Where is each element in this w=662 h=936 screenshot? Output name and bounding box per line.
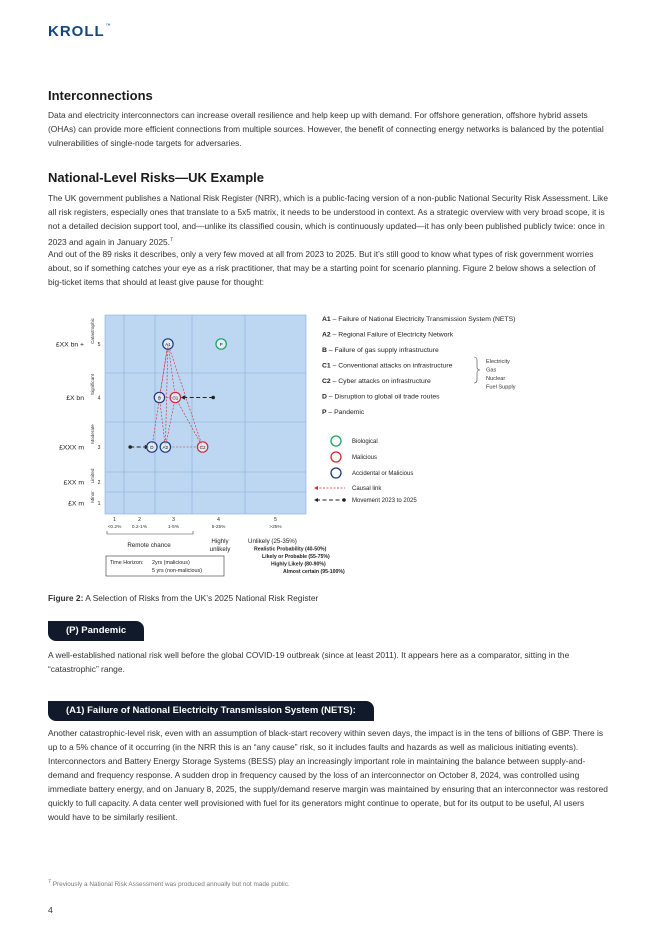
y-category-label: Minor [90, 491, 95, 503]
interconnections-paragraph: Data and electricity interconnectors can increase overall resilience and help keep up with demand. For offshore generation, offshore hybrid assets (OHAs) can provide more efficient connections from multiple sources. However, the benefit of connecting energy networks is balanced by the potential vulnerabilities of single-node targets for adversaries. [48, 110, 604, 148]
risk-point-label: C1 [172, 395, 179, 401]
prob-likely: Likely or Probable (55-75%) [262, 554, 330, 560]
pandemic-heading: (P) Pandemic [48, 621, 144, 641]
y-tick-num: 4 [97, 395, 101, 402]
y-category-label: Limited [90, 468, 95, 484]
type-legend-label: Malicious [352, 455, 378, 461]
x-tick-num: 2 [138, 517, 141, 523]
figure-caption: Figure 2: A Selection of Risks from the UK’s 2025 National Risk Register [48, 593, 319, 603]
risk-point-label: A2 [162, 444, 169, 450]
brace-item: Electricity [486, 359, 510, 365]
risk-legend-item: A1 – Failure of National Electricity Transmission System (NETS) [322, 316, 516, 323]
national-risks-paragraph-1: The UK government publishes a National Risk Register (NRR), which is a public-facing version of a non-public National Security Risk Assessment. Like all risk registers, especially ones that translate to a 5x5 matrix, it needs to be understood in context. As a strategic overview with very broad scope, it is not a detailed decision support tool, and—unlike its classified cousin, which is continuously updated—it has only been published publicly twice: once in 2023 and again in January 2025.$^7$ [48, 193, 608, 247]
prob-highly-unlikely: Highly [211, 538, 229, 545]
x-tick-num: 3 [172, 517, 175, 523]
type-legend-label: Accidental or Malicious [352, 471, 414, 477]
footnote: $^7$ Previously a National Risk Assessment was produced annually but not made public. [48, 879, 290, 889]
risk-point-label: P [219, 341, 223, 347]
x-tick-num: 4 [217, 517, 220, 523]
matrix-background [105, 315, 306, 514]
y-cost-label: £X m [68, 500, 84, 508]
national-risks-paragraph-2: And out of the 89 risks it describes, only a very few moved at all from 2023 to 2025. But it’s still good to know what types of risk government worries about, so if something catches your eye as a risk practitioner, that may be a starting point for scenario planning. Figure 2 below shows a selection of big-ticket items that should at least give pause for thought: [48, 249, 596, 287]
y-tick-num: 3 [97, 445, 101, 451]
brace-item: Fuel Supply [486, 384, 516, 391]
risk-point-label: D [150, 444, 154, 450]
risk-legend-item: C2 – Cyber attacks on infrastructure [322, 378, 431, 385]
footnote-ref[interactable]: 7 [170, 237, 173, 243]
y-category-label: Moderate [90, 424, 95, 444]
pandemic-paragraph: A well-established national risk well before the global COVID-19 outbreak (since at least 2011). It appears here as a comparator, sitting in the “catastrophic” range. [48, 650, 570, 674]
movement-swatch-dot [342, 498, 346, 502]
risk-matrix-figure [0, 305, 662, 585]
x-tick-range: 5-25% [211, 525, 226, 530]
y-cost-label: £XX bn + [55, 341, 84, 349]
time-horizon-line2: 5 yrs (non-malicious) [152, 568, 203, 574]
type-legend-swatch [331, 452, 341, 462]
section-title-interconnections: Interconnections [48, 88, 153, 103]
section-title-national-risks: National-Level Risks—UK Example [48, 170, 265, 185]
y-cost-label: £XX m [63, 479, 84, 487]
brace-item: Gas [486, 367, 497, 374]
x-tick-num: 1 [113, 517, 116, 523]
risk-point-label: C2 [199, 444, 206, 450]
prob-remote: Remote chance [127, 542, 171, 549]
risk-legend-item: D – Disruption to global oil trade routes [322, 393, 440, 401]
x-tick-range: >25% [269, 525, 282, 530]
y-category-label: Catastrophic [90, 318, 95, 344]
y-tick-num: 2 [97, 480, 101, 486]
risk-legend-item: B – Failure of gas supply infrastructure [322, 347, 439, 354]
y-cost-label: £XXX m [59, 444, 84, 452]
y-tick-num: 1 [97, 501, 101, 507]
brace-shape [474, 357, 480, 383]
y-tick-num: 5 [97, 342, 101, 348]
risk-point-label: B [157, 395, 161, 401]
prob-highly-unlikely: unlikely [209, 546, 231, 553]
nets-heading: (A1) Failure of National Electricity Transmission System (NETS): [48, 701, 374, 721]
risk-point-label: A1 [165, 341, 171, 347]
x-tick-num: 5 [274, 517, 277, 523]
risk-legend-item: P – Pandemic [322, 409, 365, 416]
y-category-label: Significant [90, 373, 95, 396]
movement-origin [128, 445, 132, 449]
line-legend-label: Movement 2023 to 2025 [352, 498, 417, 504]
causal-link-arrowhead [314, 486, 318, 490]
remote-bracket [107, 531, 193, 534]
prob-unlikely: Unlikely (25-35%) [248, 538, 297, 545]
line-legend-label: Causal link [352, 486, 382, 492]
type-legend-swatch [331, 468, 341, 478]
x-tick-range: 1-5% [167, 525, 180, 530]
type-legend-label: Biological [352, 439, 378, 445]
x-tick-range: 0.2-1% [131, 525, 148, 530]
page-number: 4 [48, 905, 53, 915]
kroll-logo: KROLL™ [48, 23, 111, 40]
risk-legend-item: A2 – Regional Failure of Electricity Network [322, 331, 454, 339]
movement-origin [211, 396, 215, 400]
type-legend-swatch [331, 436, 341, 446]
risk-legend-item: C1 – Conventional attacks on infrastructure [322, 362, 453, 370]
brace-item: Nuclear [486, 376, 506, 382]
time-horizon-label: Time Horizon: [110, 560, 144, 566]
prob-almost-certain: Almost certain (95-100%) [283, 569, 345, 575]
prob-highly-likely: Highly Likely (80-90%) [271, 561, 326, 568]
time-horizon-line1: 2yrs (malicious) [152, 560, 190, 566]
nets-paragraph: Another catastrophic-level risk, even with an assumption of black-start recovery within seven days, the impact is in the tens of billions of GBP. There is up to a 5% chance of it occurring (in the NRR this is an “any cause” risk, so it includes faults and hazards as well as malicious initiating events). Interconnectors and Battery Energy Storage Systems (BESS) play an increasingly important role in maintaining the balance between supply-and-demand and frequency response. A sudden drop in frequency caused by the loss of an interconnector on October 8, 2024, was controlled using immediate battery energy, and on January 8, 2025, the supply/demand reserve margin was maintained by ensuring that an interconnector was restored quickly to full capacity. A data center well provisioned with fuel for its generators might continue to operate, but for its output to be useful, AI users would have to be similarly resilient. [48, 728, 608, 822]
x-tick-range: <0.2% [107, 525, 122, 530]
y-cost-label: £X bn [66, 395, 84, 402]
prob-realistic: Realistic Probability (40-50%) [254, 546, 327, 553]
movement-swatch-arrowhead [314, 498, 318, 502]
